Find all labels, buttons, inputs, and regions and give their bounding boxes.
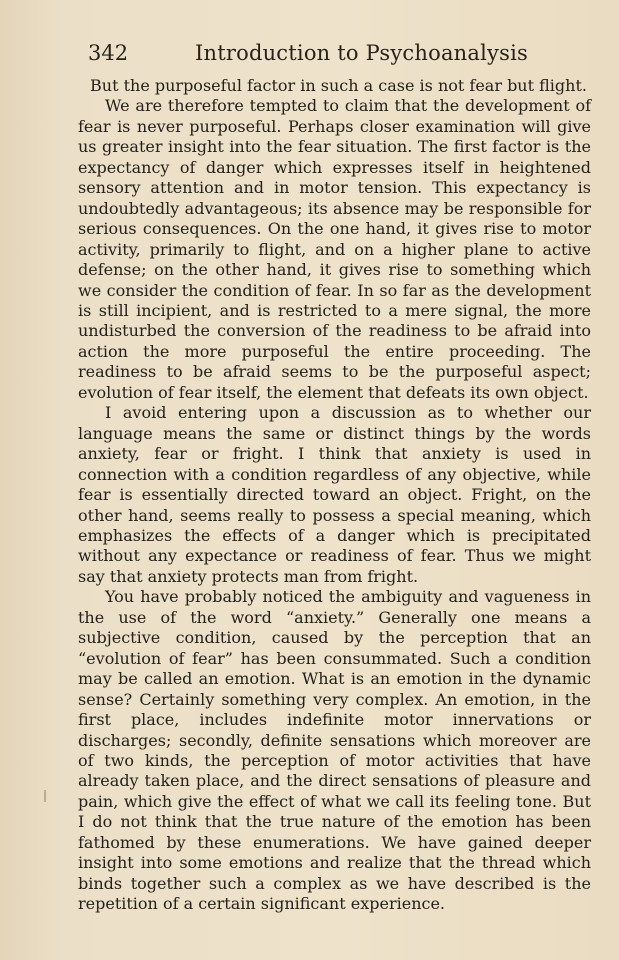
- paragraph-2: We are therefore tempted to claim that the development of fear is never purposeful. Perhaps closer examination will give us greater insight into the fear situation. The first factor is the expectancy of danger which expresses itself in heightened sensory attention and in motor tension. This expectancy is undoubtedly advantageous; its absence may be responsible for serious consequences. On the one hand, it gives rise to motor activity, primarily to flight, and on a higher plane to active defense; on the other hand, it gives rise to something which we consider the condition of fear. In so far as the development is still incipient, and is restricted to a mere signal, the more undisturbed the conversion of the readiness to be afraid into action the more purposeful the entire proceeding. The readiness to be afraid seems to be the purposeful aspect; evolution of fear itself, the element that defeats its own object.: [78, 96, 591, 402]
- page-number: 342: [88, 41, 129, 65]
- running-title: Introduction to Psychoanalysis: [195, 41, 528, 65]
- body-text: [78, 76, 591, 915]
- paragraph-4: You have probably noticed the ambiguity and vagueness in the use of the word “anxiety.” Generally one means a subjective condition, caused by the perception that an “evolution of fear” has been consummated. Such a condition may be called an emotion. What is an emotion in the dynamic sense? Certainly something very complex. An emotion, in the first place, includes indefinite motor innervations or discharges; secondly, definite sensations which moreover are of two kinds, the perception of motor activities that have already taken place, and the direct sensations of pleasure and pain, which give the effect of what we call its feeling tone. But I do not think that the true nature of the emotion has been fathomed by these enumerations. We have gained deeper insight into some emotions and realize that the thread which binds together such a complex as we have described is the repetition of a certain significant experience.: [78, 587, 591, 914]
- paragraph-3: I avoid entering upon a discussion as to whether our language means the same or distinct things by the words anxiety, fear or fright. I think that anxiety is used in connection with a condition regardless of any objective, while fear is essentially directed toward an object. Fright, on the other hand, seems really to possess a special meaning, which emphasizes the effects of a danger which is precipitated without any expectance or readiness of fear. Thus we might say that anxiety protects man from fright.: [78, 403, 591, 586]
- paragraph-1: But the purposeful factor in such a case is not fear but flight.: [90, 76, 587, 95]
- page-header: [88, 38, 594, 68]
- page-mark: [44, 790, 46, 802]
